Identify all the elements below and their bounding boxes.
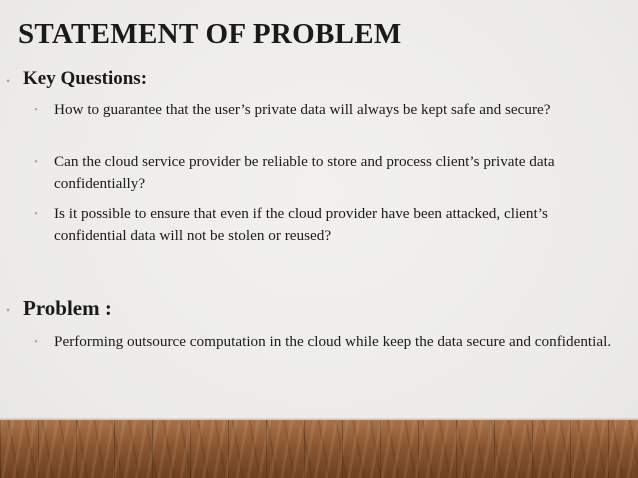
list-item-text: Can the cloud service provider be reliable to store and process client’s private data confidentially? xyxy=(54,153,555,192)
list-item xyxy=(34,99,624,121)
section-heading: Key Questions: xyxy=(23,68,148,89)
bullet-icon: • xyxy=(34,208,38,220)
bullet-icon: • xyxy=(34,156,38,168)
wood-floor-decoration xyxy=(0,420,638,478)
list-item-text: Performing outsource computation in the cloud while keep the data secure and confidential. xyxy=(54,333,612,350)
bullet-icon: • xyxy=(34,104,38,116)
list-item xyxy=(34,203,624,247)
list-item xyxy=(34,331,624,353)
bullet-icon: • xyxy=(34,336,38,348)
list-item xyxy=(34,151,624,195)
slide-title: STATEMENT OF PROBLEM xyxy=(18,18,402,50)
bullet-icon: • xyxy=(6,74,11,88)
list-item-text: Is it possible to ensure that even if the cloud provider have been attacked, client’s confidential data will not be stolen or reused? xyxy=(54,205,548,244)
bullet-icon: • xyxy=(6,303,11,317)
list-item-text: How to guarantee that the user’s private data will always be kept safe and secure? xyxy=(54,101,551,118)
section-heading: Problem : xyxy=(23,296,112,320)
